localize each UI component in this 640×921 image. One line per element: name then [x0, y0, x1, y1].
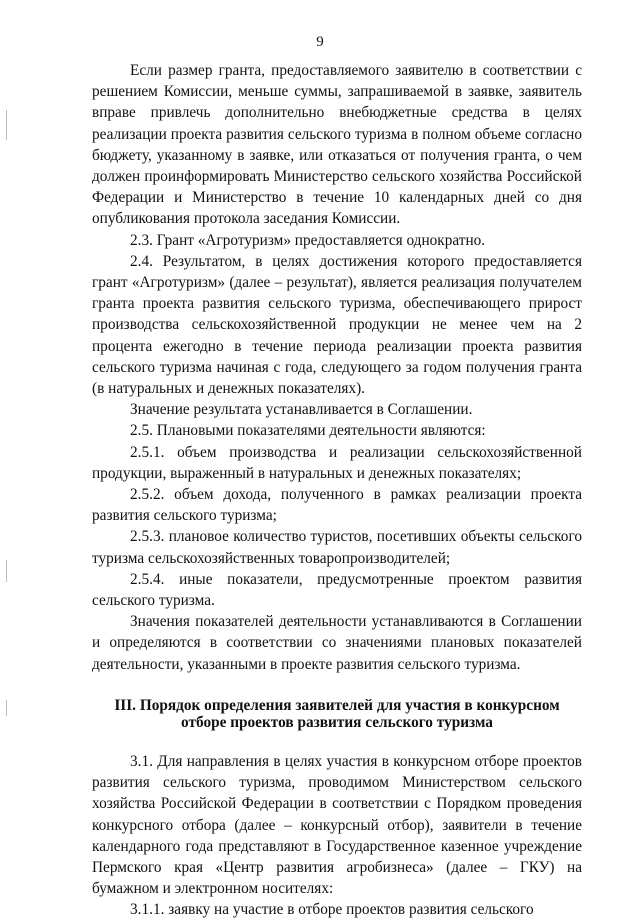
paragraph: Значения показателей деятельности устанавливаются в Соглашении и определяются в соответствии со значениями плановых показателей деятельности, указанными в проекте развития сельского туризма.	[92, 613, 582, 673]
paragraph: 2.4. Результатом, в целях достижения которого предоставляется грант «Агротуризм» (далее – результат), является реализация получателем гранта проекта развития сельского туризма, обеспечивающего прирост производства сельскохозяйственной продукции не менее чем на 2 процента ежегодно в течение периода реализации проекта развития сельского туризма начиная с года, следующего за годом получения гранта (в натуральных и денежных показателях).	[92, 252, 582, 398]
paragraph: 3.1. Для направления в целях участия в конкурсном отборе проектов развития сельского туризма, проводимом Министерством сельского хозяйства Российской Федерации в соответствии с Порядком проведения конкурсного отбора (далее – конкурсный отбор), заявители в течение календарного года представляют в Государственное казенное учреждение Пермского края «Центр развития агробизнеса» (далее – ГКУ) на бумажном и электронном носителях:	[92, 752, 582, 898]
paragraph: 2.3. Грант «Агротуризм» предоставляется однократно.	[130, 231, 486, 249]
section-heading-line: отборе проектов развития сельского туризма	[181, 713, 493, 731]
paragraph: 3.1.1. заявку на участие в отборе проектов развития сельского	[130, 901, 534, 919]
paragraph: 2.5.1. объем производства и реализации сельскохозяйственной продукции, выраженный в натуральных и денежных показателях;	[92, 443, 582, 482]
paragraph: 2.5.4. иные показатели, предусмотренные проектом развития сельского туризма.	[92, 570, 582, 610]
scan-edge-mark	[6, 700, 7, 716]
paragraph: Значение результата устанавливается в Соглашении.	[130, 401, 473, 419]
page-number: 9	[316, 34, 324, 50]
paragraph: 2.5.3. плановое количество туристов, посетивших объекты сельского туризма сельскохозяйственных товаропроизводителей;	[92, 528, 582, 567]
scan-edge-mark	[6, 110, 7, 140]
paragraph: 2.5.2. объем дохода, полученного в рамках реализации проекта развития сельского туризма;	[92, 486, 582, 525]
scan-edge-mark	[6, 560, 7, 582]
document-body	[92, 60, 582, 921]
section-heading	[92, 697, 582, 731]
paragraph: Если размер гранта, предоставляемого заявителю в соответствии с решением Комиссии, меньше суммы, запрашиваемой в заявке, заявитель вправе привлечь дополнительно внебюджетные средства в целях реализации проекта развития сельского туризма в полном объеме согласно бюджету, указанному в заявке, или отказаться от получения гранта, о чем должен проинформировать Министерство сельского хозяйства Российской Федерации и Министерство в течение 10 календарных дней со дня опубликования протокола заседания Комиссии.	[92, 62, 582, 228]
section-heading-line: III. Порядок определения заявителей для участия в конкурсном	[114, 696, 560, 714]
paragraph: 2.5. Плановыми показателями деятельности являются:	[130, 422, 486, 440]
